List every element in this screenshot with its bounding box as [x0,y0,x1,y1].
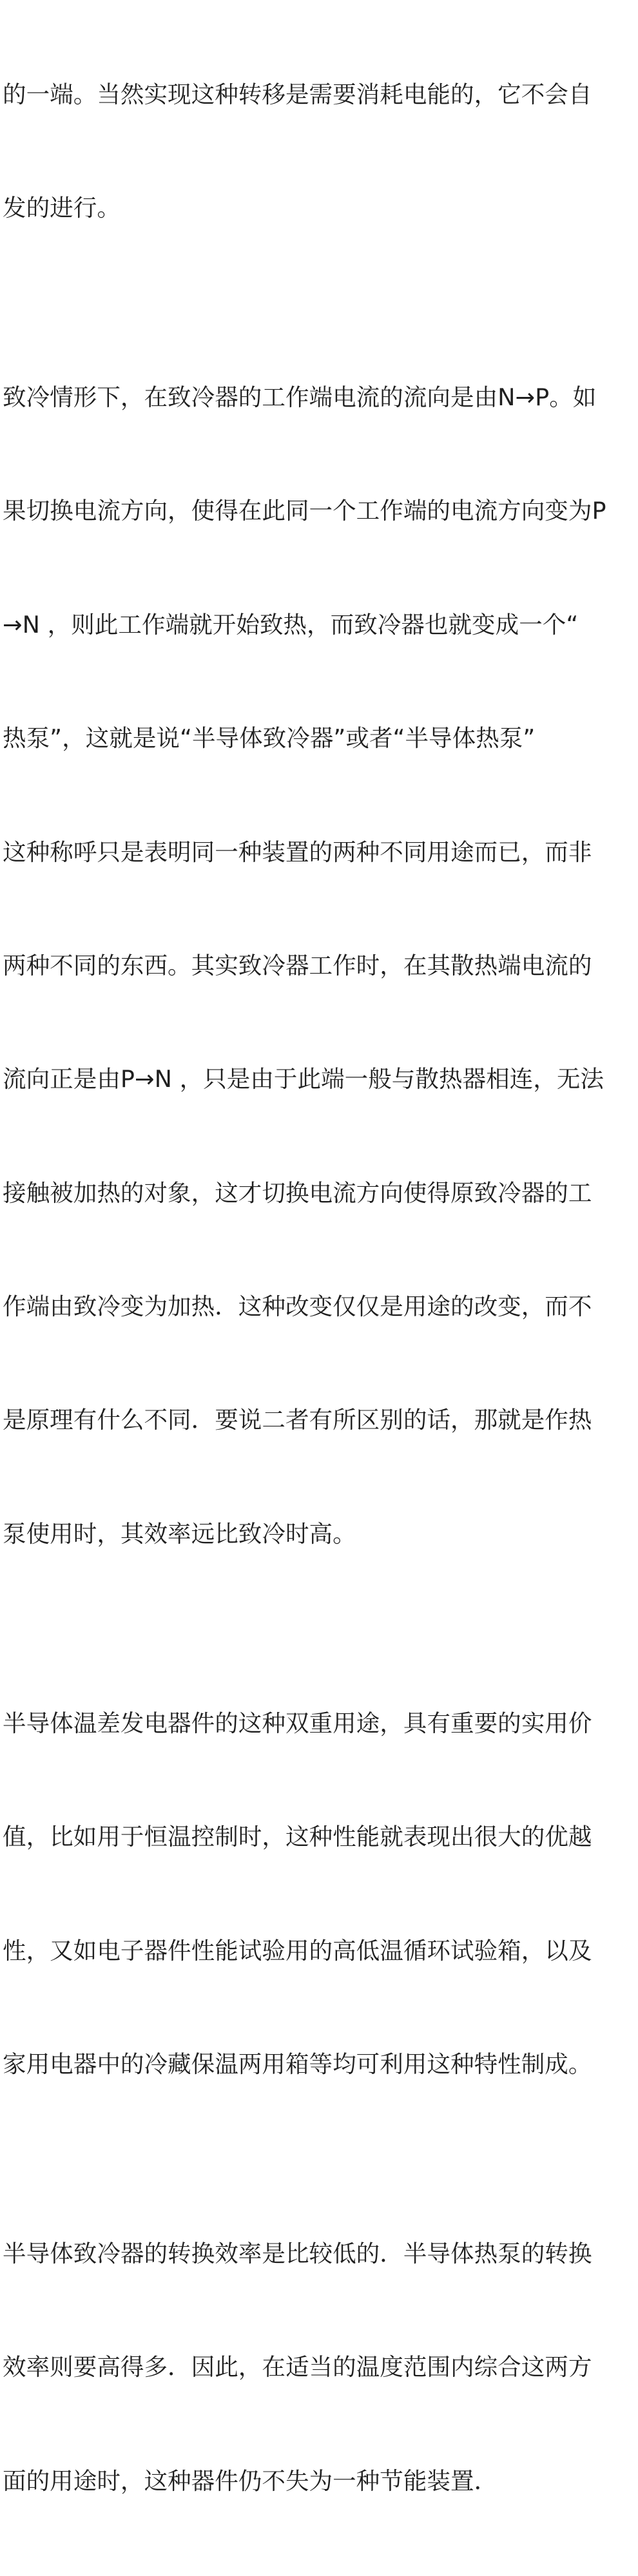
text-line: 的一端。当然实现这种转移是需要消耗电能的，它不会自 [3,80,592,108]
text-line: 家用电器中的冷藏保温两用箱等均可利用这种特性制成。 [3,2050,592,2079]
text-line: 发的进行。 [3,193,121,222]
text-line: 效率则要高得多．因此，在适当的温度范围内综合这两方 [3,2353,592,2381]
paragraph-2 [3,303,634,1629]
paragraph-1 [3,0,634,303]
text-line: 半导体温差发电器件的这种双重用途，具有重要的实用价 [3,1709,592,1737]
text-line: 热泵”，这就是说“半导体致冷器”或者“半导体热泵” [3,724,536,753]
text-line: →N ，则此工作端就开始致热，而致冷器也就变成一个“ [3,610,579,639]
text-line: 面的用途时，这种器件仍不失为一种节能装置． [3,2466,498,2495]
text-line: 性，又如电子器件性能试验用的高低温循环试验箱，以及 [3,1936,592,1965]
paragraph-3 [3,1629,634,2159]
text-line: 接触被加热的对象，这才切换电流方向使得原致冷器的工 [3,1178,592,1207]
text-line: 这种称呼只是表明同一种装置的两种不同用途而已，而非 [3,838,592,866]
text-line: 值，比如用于恒温控制时，这种性能就表现出很大的优越 [3,1823,592,1851]
text-line: 两种不同的东西。其实致冷器工作时，在其散热端电流的 [3,951,592,979]
text-line: 流向正是由P→N ，只是由于此端一般与散热器相连，无法 [3,1065,604,1093]
text-line: 作端由致冷变为加热．这种改变仅仅是用途的改变，而不 [3,1293,592,1321]
text-line: 是原理有什么不同．要说二者有所区别的话，那就是作热 [3,1406,592,1434]
text-line: 果切换电流方向，使得在此同一个工作端的电流方向变为P [3,497,606,525]
text-line: 半导体致冷器的转换效率是比较低的．半导体热泵的转换 [3,2240,592,2268]
paragraph-4 [3,2159,634,2576]
text-line: 致冷情形下，在致冷器的工作端电流的流向是由N→P。如 [3,383,597,411]
text-line: 泵使用时，其效率远比致冷时高。 [3,1519,356,1548]
